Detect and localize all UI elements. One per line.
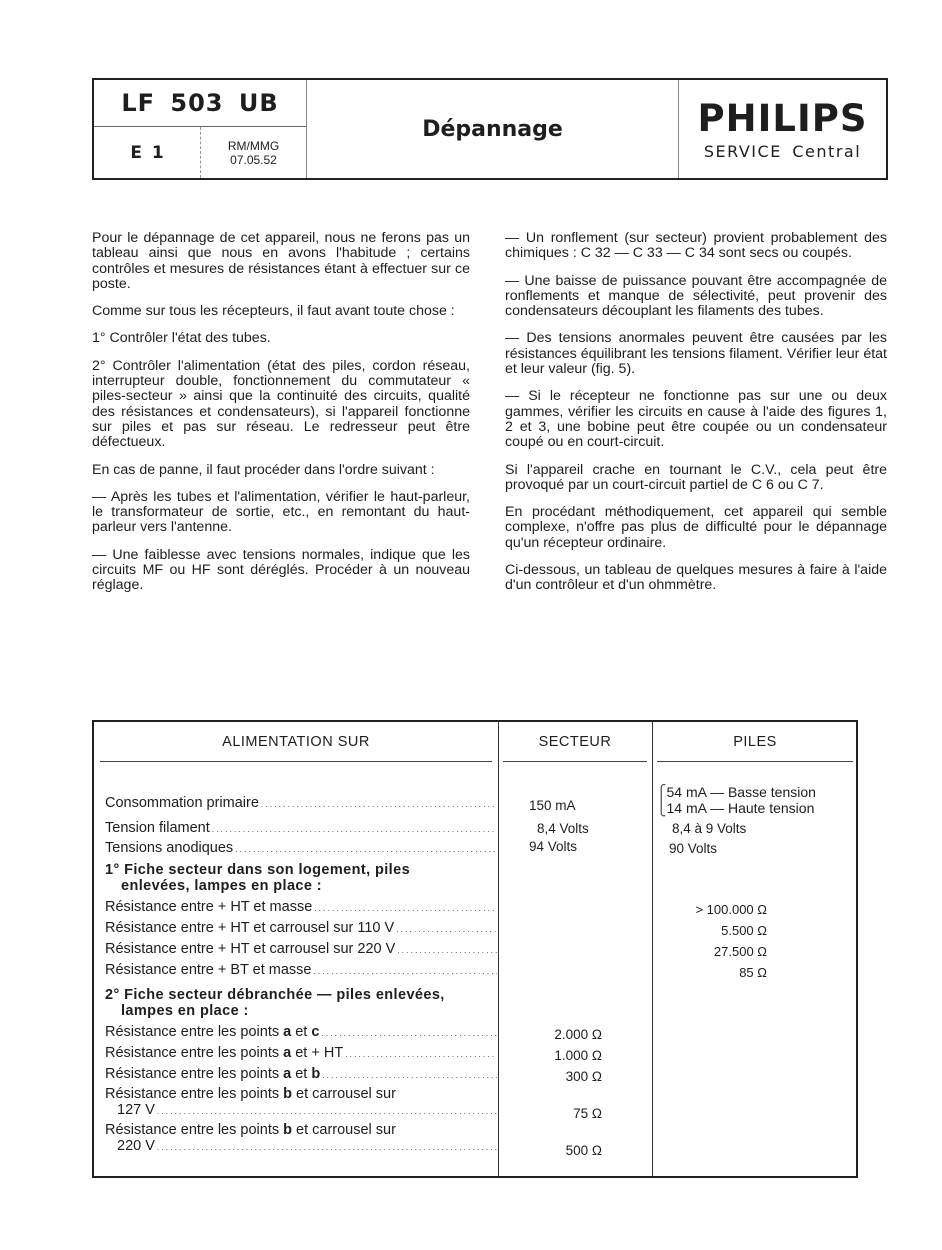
paragraph: — Après les tubes et l'alimentation, vérifier le haut-parleur, le transformateur de sortie, etc., en remontant du haut-parleur vers l'antenne.	[92, 488, 470, 536]
label-mid: et	[291, 1066, 312, 1082]
table-row-label	[105, 1065, 497, 1085]
row-label-text: Tension filament	[105, 820, 210, 836]
row-label-text: Résistance entre + HT et carrousel sur 220 V	[105, 941, 396, 957]
table-row-label	[105, 1122, 497, 1156]
row-label-text	[105, 1086, 396, 1102]
paragraph: 2° Contrôler l'alimentation (état des piles, cordon réseau, interrupteur double, fonctionnement du commutateur « piles-secteur » ainsi que la continuité des circuits, qualité des résistances et condensateurs), si l'appareil fonctionne sur piles et pas sur réseau. Le redresseur peut être défectueux.	[92, 357, 470, 451]
table-row-label	[105, 898, 497, 918]
secteur-value: 500 Ω	[565, 1143, 602, 1158]
reference-date: 07.05.52	[230, 152, 277, 167]
label-prefix: Résistance entre les points	[105, 1024, 284, 1040]
piles-value	[656, 784, 816, 800]
row-label-text	[105, 1024, 321, 1040]
row-label-text: Résistance entre + HT et masse	[105, 899, 313, 915]
point-name: c	[311, 1024, 320, 1040]
label-mid: et	[291, 1024, 312, 1040]
piles-value: 85 Ω	[739, 965, 767, 980]
piles-value: 8,4 à 9 Volts	[672, 821, 747, 836]
point-name: a	[283, 1066, 292, 1082]
label-continuation-text: 127 V	[117, 1102, 155, 1118]
row-label-continuation	[105, 1102, 497, 1120]
table-row-label	[105, 919, 497, 939]
section-heading-line: 1° Fiche secteur dans son logement, piles	[105, 862, 411, 878]
reference-block	[201, 127, 306, 178]
piles-value-group	[656, 784, 816, 816]
paragraph: Pour le dépannage de cet appareil, nous ne ferons pas un tableau ainsi que nous en avons l'habitude ; certains contrôles et mesures de résistances étant à effectuer sur ce poste.	[92, 230, 470, 292]
reference-code: RM/MMG	[227, 138, 280, 153]
body-right-column	[505, 231, 887, 606]
secteur-value: 150 mA	[529, 798, 576, 813]
secteur-value: 75 Ω	[573, 1106, 602, 1121]
brand-block	[679, 80, 886, 178]
document-header	[92, 78, 888, 180]
brace-icon: ⎧	[656, 784, 667, 800]
piles-value-text: 54 mA — Basse tension	[666, 784, 816, 800]
header-identification	[94, 80, 307, 178]
row-label-text: Tensions anodiques	[105, 840, 234, 856]
secteur-value: 300 Ω	[565, 1069, 602, 1084]
body-left-column	[92, 231, 470, 606]
piles-value: 27.500 Ω	[713, 944, 767, 959]
point-name: a	[283, 1045, 292, 1061]
label-mid: et + HT	[291, 1045, 344, 1061]
paragraph: Comme sur tous les récepteurs, il faut avant toute chose :	[92, 303, 455, 320]
row-label-text: Résistance entre + HT et carrousel sur 110 V	[105, 920, 395, 936]
paragraph: Si l'appareil crache en tournant le C.V., cela peut être provoqué par un court-circuit partiel de C 6 ou C 7.	[505, 461, 887, 493]
measurement-table	[92, 720, 858, 1178]
piles-value: 5.500 Ω	[721, 923, 767, 938]
piles-value	[656, 800, 816, 816]
label-prefix: Résistance entre les points	[105, 1066, 284, 1082]
secteur-value: 2.000 Ω	[554, 1027, 602, 1042]
paragraph: — Une faiblesse avec tensions normales, indique que les circuits MF ou HF sont déréglés. Procéder à un nouveau réglage.	[92, 546, 470, 594]
section-heading-line: 2° Fiche secteur débranchée — piles enlevées,	[105, 987, 445, 1003]
sheet-number: E 1	[94, 127, 201, 178]
paragraph: 1° Contrôler l'état des tubes.	[92, 330, 271, 347]
row-label-continuation	[105, 1138, 497, 1156]
column-divider	[652, 722, 653, 1176]
row-label-text	[105, 1122, 396, 1138]
secteur-value: 1.000 Ω	[554, 1048, 602, 1063]
paragraph: — Un ronflement (sur secteur) provient probablement des chimiques : C 32 — C 33 — C 34 sont secs ou coupés.	[505, 230, 887, 262]
paragraph: En procédant méthodiquement, cet appareil qui semble complexe, n'offre pas plus de difficulté pour le dépannage qu'un récepteur ordinaire.	[505, 504, 887, 551]
label-mid: et carrousel sur	[291, 1086, 396, 1102]
label-prefix: Résistance entre les points	[105, 1086, 284, 1102]
piles-value: 90 Volts	[669, 841, 718, 856]
secteur-value: 94 Volts	[529, 839, 578, 854]
secteur-value: 8,4 Volts	[537, 821, 589, 836]
page-title: Dépannage	[307, 80, 679, 178]
point-name: b	[311, 1066, 321, 1082]
point-name: a	[283, 1024, 292, 1040]
paragraph: — Des tensions anormales peuvent être causées par les résistances équilibrant les tensions filament. Vérifier leur état et leur valeur (fig. 5).	[505, 330, 887, 378]
row-label-text	[105, 1045, 345, 1061]
paragraph: Ci-dessous, un tableau de quelques mesures à faire à l'aide d'un contrôleur et d'un ohmmètre.	[505, 562, 887, 594]
brand-logo: PHILIPS	[697, 96, 868, 140]
column-divider	[498, 722, 499, 1176]
brand-subtitle: SERVICE Central	[703, 141, 862, 161]
point-name: b	[283, 1086, 292, 1102]
paragraph: — Une baisse de puissance pouvant être accompagnée de ronflements et manque de sélectivité, peut provenir des condensateurs découplant les filaments des tubes.	[505, 272, 887, 320]
table-row-label	[105, 1044, 497, 1064]
model-number: LF 503 UB	[94, 80, 306, 127]
section-heading-line: lampes en place :	[121, 1003, 249, 1019]
table-row-label	[105, 819, 497, 839]
piles-value: > 100.000 Ω	[695, 902, 767, 917]
label-prefix: Résistance entre les points	[105, 1045, 284, 1061]
section-heading-1	[105, 862, 497, 894]
column-header-piles: PILES	[657, 722, 853, 762]
table-row-label	[105, 961, 497, 981]
table-row-label	[105, 1023, 497, 1043]
row-label-text: Résistance entre + BT et masse	[105, 962, 312, 978]
paragraph: — Si le récepteur ne fonctionne pas sur une ou deux gammes, vérifier les circuits en cause à l'aide des figures 1, 2 et 3, une bobine peut être coupée ou un condensateur coupé ou en court-circuit.	[505, 388, 887, 451]
section-heading-line: enlevées, lampes en place :	[121, 878, 323, 894]
column-header-alimentation: ALIMENTATION SUR	[100, 722, 492, 762]
label-prefix: Résistance entre les points	[105, 1122, 284, 1138]
row-label-text	[105, 1066, 322, 1082]
column-header-secteur: SECTEUR	[503, 722, 647, 762]
label-mid: et carrousel sur	[291, 1122, 396, 1138]
paragraph: En cas de panne, il faut procéder dans l'ordre suivant :	[92, 461, 435, 478]
point-name: b	[283, 1122, 292, 1138]
row-label-text: Consommation primaire	[105, 795, 259, 811]
table-row-label	[105, 940, 497, 960]
brace-icon: ⎩	[656, 800, 667, 816]
piles-value-text: 14 mA — Haute tension	[666, 800, 815, 816]
section-heading-2	[105, 987, 497, 1019]
table-row-label	[105, 839, 497, 859]
label-continuation-text: 220 V	[117, 1138, 155, 1154]
table-row-label	[105, 1086, 497, 1120]
table-row-label	[105, 794, 497, 814]
